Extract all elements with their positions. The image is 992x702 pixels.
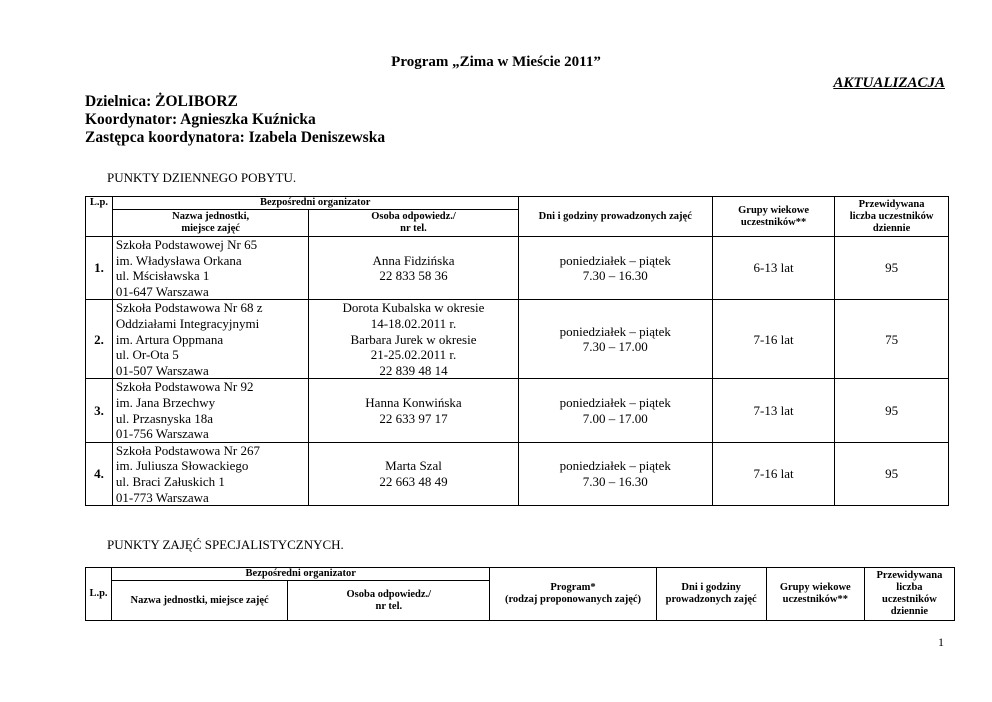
row-number: 1.	[86, 237, 113, 300]
unit-name-line: Szkoła Podstawowa Nr 68 z	[115, 300, 263, 316]
unit-name-line: Szkoła Podstawowa Nr 92	[115, 379, 254, 395]
unit-name-line: ul. Or-Ota 5	[115, 347, 179, 363]
header-program-line: Program*	[550, 582, 596, 593]
days-hours-cell	[518, 379, 713, 442]
document-title: Program „Zima w Mieście 2011”	[391, 54, 601, 70]
unit-name-line: ul. Mścisławska 1	[115, 268, 210, 284]
days-line: poniedziałek – piątek	[559, 458, 671, 474]
participant-count-cell: 95	[835, 379, 949, 442]
section-heading-day-care: PUNKTY DZIENNEGO POBYTU.	[107, 170, 297, 185]
header-participant-count	[835, 197, 949, 237]
unit-name-line: ul. Braci Załuskich 1	[115, 473, 225, 489]
header-lp: L.p.	[86, 197, 113, 237]
unit-name-line: Szkoła Podstawowej Nr 65	[115, 237, 258, 252]
day-care-points-table	[85, 196, 949, 506]
responsible-person-cell	[309, 442, 518, 505]
header-person-line: nr tel.	[375, 600, 403, 612]
person-line: 22 663 48 49	[379, 473, 448, 489]
days-hours-cell	[518, 237, 713, 300]
header-person-line: Osoba odpowiedz./	[371, 211, 456, 222]
unit-name-line: 01-773 Warszawa	[115, 489, 209, 505]
person-line: 22 833 58 36	[379, 268, 448, 284]
header-person-line: Osoba odpowiedz./	[346, 588, 432, 600]
header-age-groups	[713, 197, 835, 237]
header-age-line: Grupy wiekowe	[779, 582, 851, 593]
responsible-person-cell	[309, 237, 518, 300]
unit-name-line: Szkoła Podstawowa Nr 267	[115, 442, 260, 458]
unit-name-line: ul. Przasnyska 18a	[115, 410, 214, 426]
specialist-points-table	[85, 567, 955, 621]
header-count-line: uczestników	[882, 594, 937, 605]
unit-name-line: im. Artura Oppmana	[115, 331, 224, 347]
header-unit-line: Nazwa jednostki,	[172, 211, 250, 222]
table-row	[86, 300, 949, 379]
header-age-line: uczestników**	[740, 216, 807, 228]
days-line: poniedziałek – piątek	[559, 323, 671, 339]
header-program-line: (rodzaj proponowanych zajęć)	[504, 594, 642, 605]
header-days-line: prowadzonych zajęć	[665, 594, 757, 605]
unit-name-line: im. Władysława Orkana	[115, 252, 242, 268]
person-line: Dorota Kubalska w okresie	[342, 300, 485, 316]
person-line: 14-18.02.2011 r.	[370, 315, 457, 331]
header-age-groups	[766, 568, 864, 621]
days-line: 7.30 – 17.00	[582, 339, 648, 355]
header-count-line: Przewidywana	[858, 198, 925, 210]
unit-name-line: im. Jana Brzechwy	[115, 394, 216, 410]
age-group-cell: 7-16 lat	[713, 300, 835, 379]
header-responsible-person	[288, 581, 490, 621]
row-number: 2.	[86, 300, 113, 379]
days-hours-cell	[518, 300, 713, 379]
unit-name-line: Oddziałami Integracyjnymi	[115, 315, 260, 331]
table-row	[86, 237, 949, 300]
table-row	[86, 442, 949, 505]
header-organizer: Bezpośredni organizator	[112, 568, 490, 581]
days-line: poniedziałek – piątek	[559, 252, 671, 268]
person-line: Marta Szal	[385, 458, 442, 474]
district-line: Dzielnica: ŻOLIBORZ	[85, 93, 238, 110]
participant-count-cell: 95	[835, 237, 949, 300]
person-line: Anna Fidzińska	[372, 252, 455, 268]
day-care-points-body	[86, 237, 949, 506]
header-lp: L.p.	[86, 568, 112, 621]
person-line: 22 839 48 14	[379, 362, 448, 378]
days-line: 7.30 – 16.30	[582, 473, 648, 489]
person-line: 21-25.02.2011 r.	[370, 347, 457, 363]
participant-count-cell: 75	[835, 300, 949, 379]
unit-name-cell	[112, 237, 309, 300]
update-label: AKTUALIZACJA	[833, 75, 945, 91]
days-hours-cell	[518, 442, 713, 505]
header-days: Dni i godziny prowadzonych zajęć	[518, 197, 713, 237]
header-age-line: uczestników**	[782, 594, 848, 605]
header-days	[656, 568, 766, 621]
coordinator-line: Koordynator: Agnieszka Kuźnicka	[85, 111, 316, 128]
days-line: poniedziałek – piątek	[559, 394, 671, 410]
header-count-line: dziennie	[890, 606, 929, 617]
days-line: 7.30 – 16.30	[582, 268, 648, 284]
header-count-line: liczba uczestników	[849, 210, 934, 222]
header-responsible-person	[309, 210, 518, 237]
page-number: 1	[938, 635, 944, 649]
unit-name-cell	[112, 300, 309, 379]
responsible-person-cell	[309, 300, 518, 379]
header-days-line: Dni i godziny	[681, 582, 741, 593]
header-person-line: nr tel.	[400, 223, 427, 234]
unit-name-cell	[112, 379, 309, 442]
header-unit-name: Nazwa jednostki, miejsce zajęć	[112, 581, 288, 621]
person-line: Hanna Konwińska	[365, 394, 462, 410]
unit-name-line: 01-647 Warszawa	[115, 283, 209, 299]
table-row	[86, 379, 949, 442]
days-line: 7.00 – 17.00	[582, 410, 648, 426]
section-heading-specialist: PUNKTY ZAJĘĆ SPECJALISTYCZNYCH.	[107, 537, 344, 552]
deputy-coordinator-line: Zastępca koordynatora: Izabela Deniszewska	[85, 129, 386, 146]
header-participant-count	[864, 568, 954, 621]
person-line: 22 633 97 17	[379, 410, 448, 426]
participant-count-cell: 95	[835, 442, 949, 505]
header-age-line: Grupy wiekowe	[738, 204, 810, 216]
header-count-line: liczba	[896, 582, 923, 593]
unit-name-line: 01-756 Warszawa	[115, 426, 209, 442]
header-organizer: Bezpośredni organizator	[112, 197, 518, 210]
row-number: 4.	[86, 442, 113, 505]
unit-name-cell	[112, 442, 309, 505]
header-count-line: dziennie	[872, 222, 911, 234]
header-program	[490, 568, 656, 621]
row-number: 3.	[86, 379, 113, 442]
responsible-person-cell	[309, 379, 518, 442]
age-group-cell: 7-16 lat	[713, 442, 835, 505]
header-unit-name	[112, 210, 309, 237]
header-unit-line: miejsce zajęć	[181, 223, 240, 234]
age-group-cell: 6-13 lat	[713, 237, 835, 300]
unit-name-line: 01-507 Warszawa	[115, 362, 209, 378]
age-group-cell: 7-13 lat	[713, 379, 835, 442]
header-count-line: Przewidywana	[876, 570, 943, 581]
unit-name-line: im. Juliusza Słowackiego	[115, 458, 249, 474]
person-line: Barbara Jurek w okresie	[350, 331, 477, 347]
